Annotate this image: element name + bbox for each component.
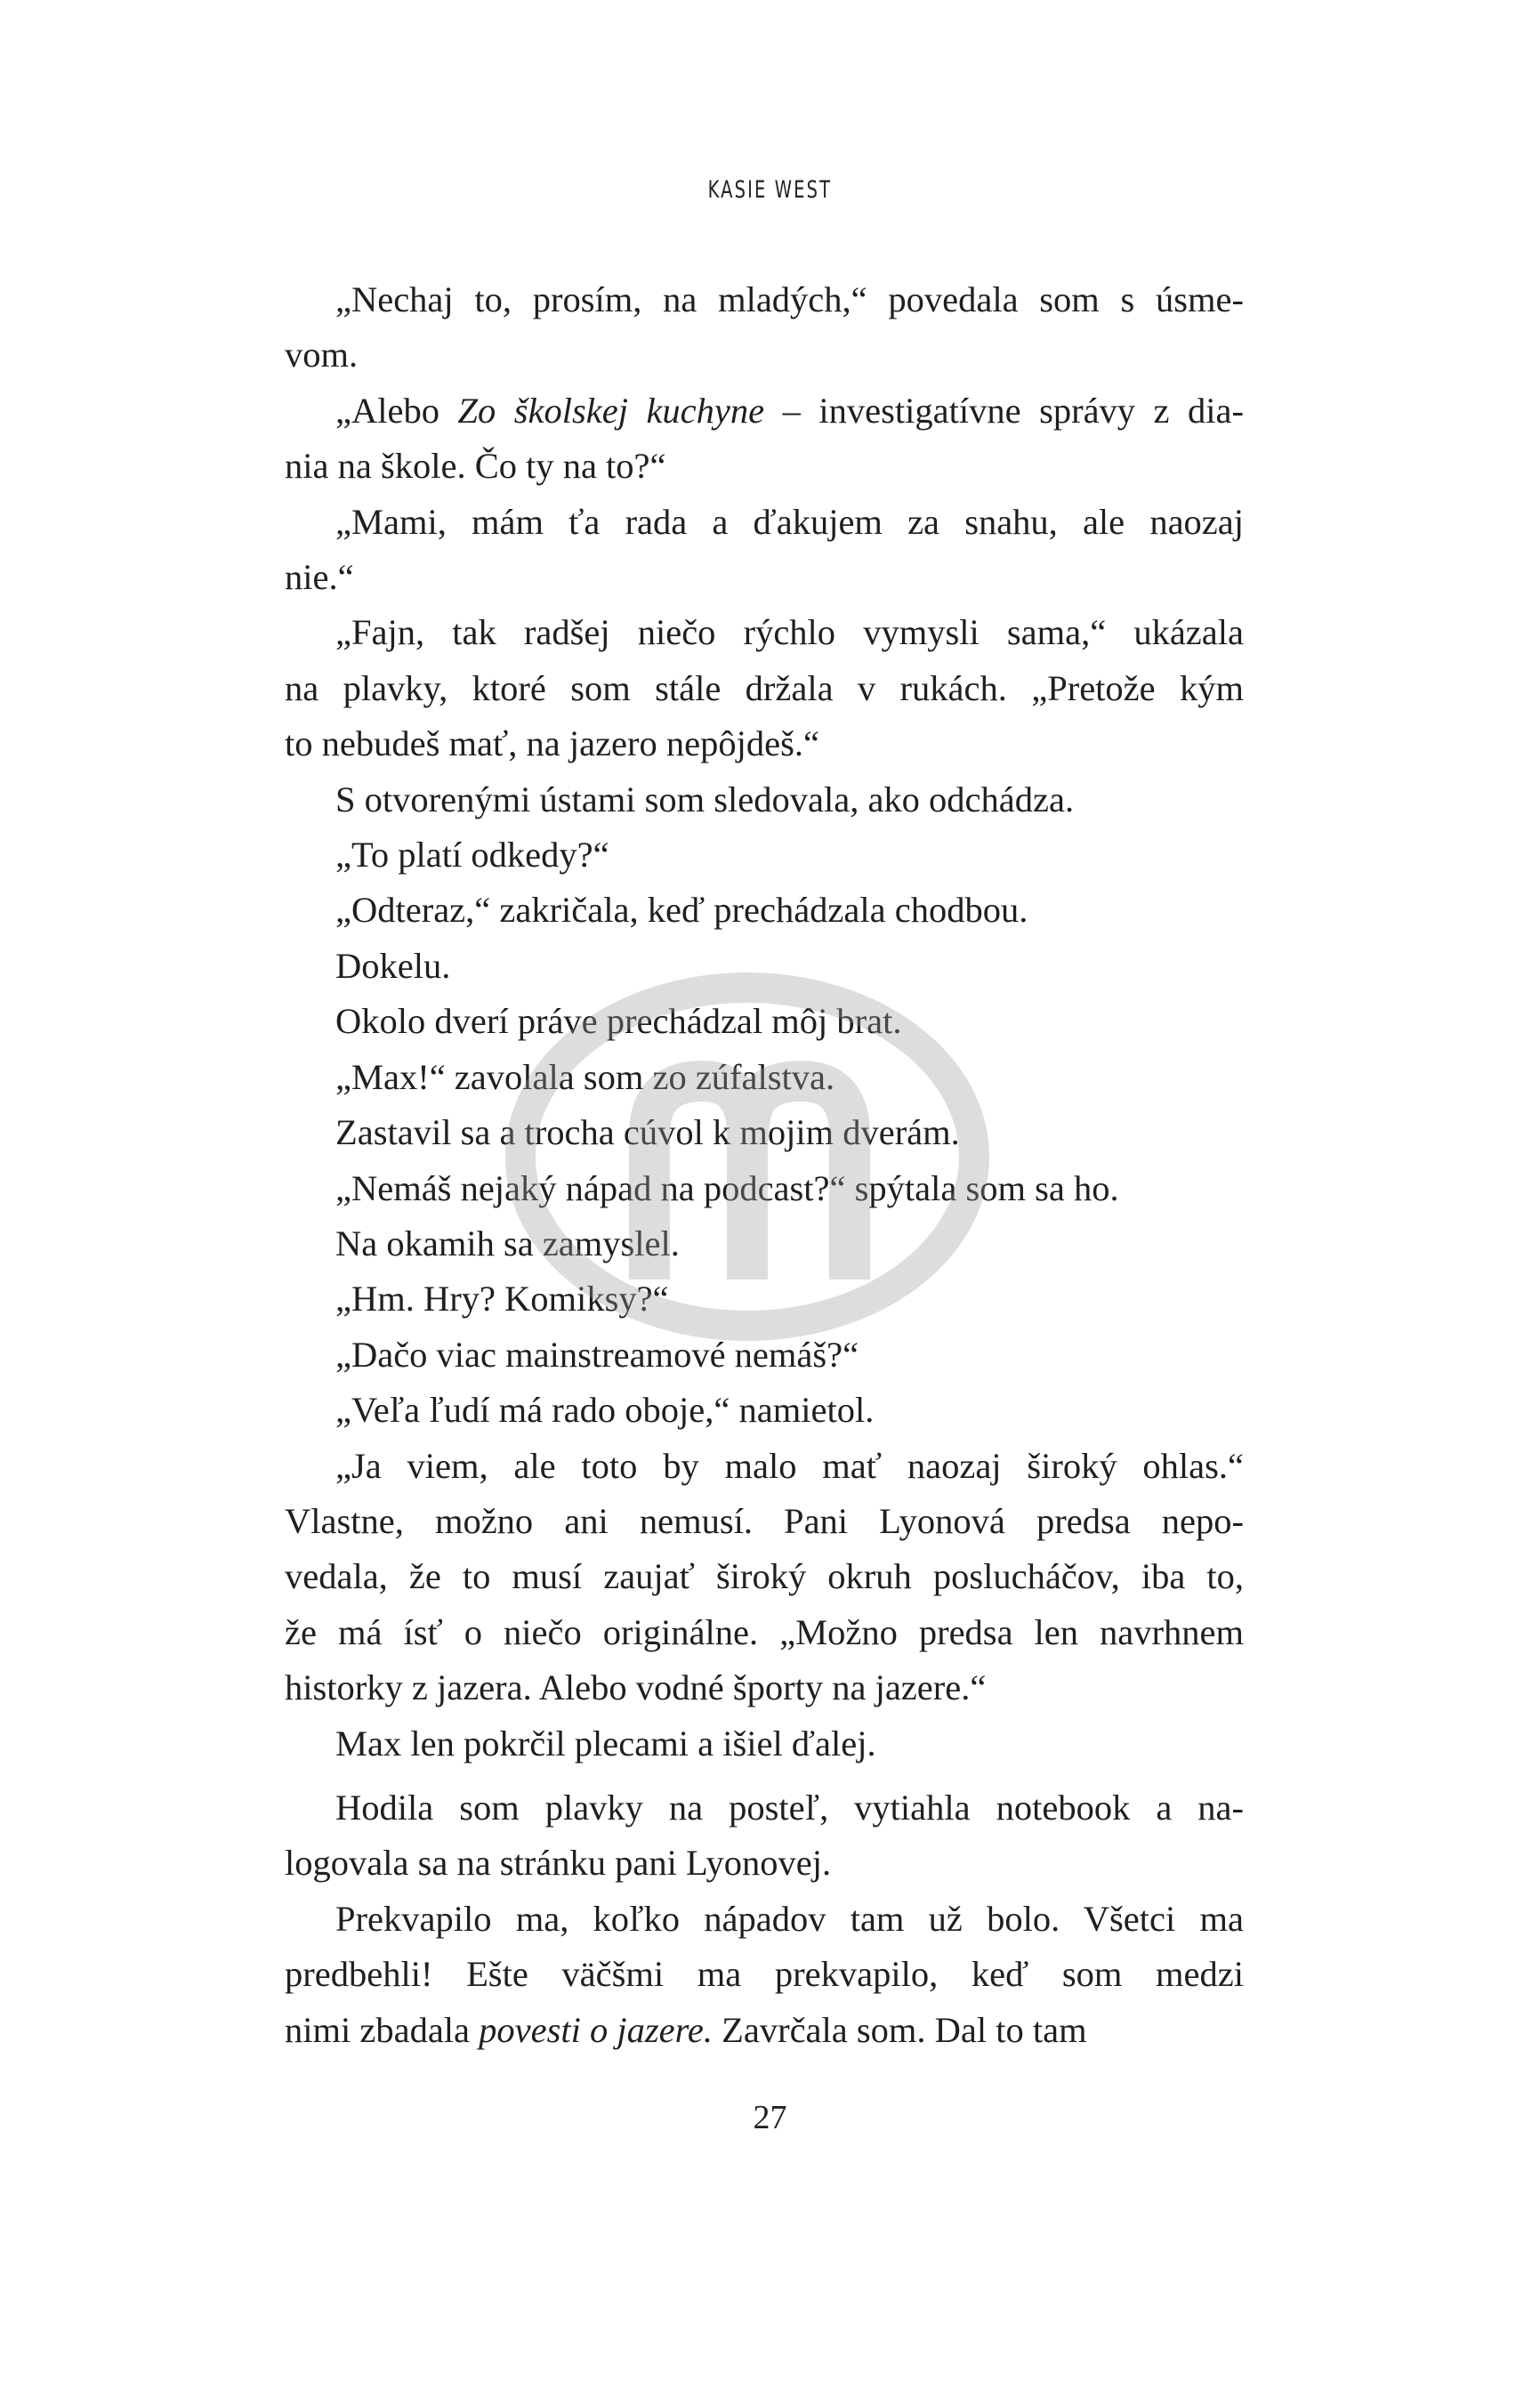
text-line: „Mami, mám ťa rada a ďakujem za snahu, ale naozaj [335, 501, 1244, 542]
paragraph [285, 1892, 1244, 2058]
paragraph [285, 1716, 1244, 1772]
text-line: historky z jazera. Alebo vodné športy na jazere.“ [285, 1667, 987, 1708]
text-line: Max len pokrčil plecami a išiel ďalej. [335, 1723, 876, 1764]
paragraph [285, 772, 1244, 827]
paragraph [285, 1105, 1244, 1160]
paragraph [285, 1161, 1244, 1216]
text-line: „Nemáš nejaký nápad na podcast?“ spýtala som sa ho. [335, 1167, 1119, 1208]
text-line: Prekvapilo ma, koľko nápadov tam už bolo. Všetci ma [335, 1898, 1244, 1939]
text-line: S otvorenými ústami som sledovala, ako odchádza. [335, 779, 1075, 819]
text-line: Na okamih sa zamyslel. [335, 1223, 680, 1263]
paragraph [285, 1328, 1244, 1383]
text-line: nie.“ [285, 557, 354, 598]
text-line: „Fajn, tak radšej niečo rýchlo vymysli sama,“ ukázala [335, 612, 1244, 653]
text-line: nia na škole. Čo ty na to?“ [285, 446, 666, 487]
italic-title: Zo školskej kuchyne [457, 390, 765, 431]
text-line: Okolo dverí práve prechádzal môj brat. [335, 1001, 902, 1042]
text-line: nimi zbadala povesti o jazere. Zavrčala som. Dal to tam [285, 2009, 1087, 2050]
text-line: na plavky, ktoré som stále držala v rukách. „Pretože kým [285, 667, 1244, 708]
italic-title: povesti o jazere. [479, 2009, 713, 2050]
text-line: „Hm. Hry? Komiksy?“ [335, 1279, 669, 1320]
text-line: Hodila som plavky na posteľ, vytiahla notebook a na- [335, 1787, 1244, 1828]
paragraph [285, 883, 1244, 938]
paragraph [285, 827, 1244, 883]
body-text [285, 272, 1244, 2058]
running-head: KASIE WEST [707, 176, 833, 204]
paragraph [285, 1439, 1244, 1716]
paragraph [285, 1050, 1244, 1105]
text-line: „Ja viem, ale toto by malo mať naozaj široký ohlas.“ [335, 1445, 1244, 1486]
paragraph [285, 383, 1244, 495]
paragraph [285, 1780, 1244, 1892]
text-line: Dokelu. [335, 945, 451, 986]
text-line: „Odteraz,“ zakričala, keď prechádzala chodbou. [335, 890, 1028, 931]
text-line: vedala, že to musí zaujať široký okruh poslucháčov, iba to, [285, 1556, 1244, 1597]
text-line: že má ísť o niečo originálne. „Možno predsa len navrhnem [285, 1611, 1244, 1652]
paragraph [285, 994, 1244, 1049]
text-line: vom. [285, 335, 359, 375]
paragraph [285, 605, 1244, 771]
text-line: „Alebo Zo školskej kuchyne – investigatívne správy z dia- [335, 390, 1244, 431]
paragraph [285, 1271, 1244, 1327]
page-number: 27 [753, 2099, 787, 2136]
paragraph [285, 272, 1244, 383]
text-line: Vlastne, možno ani nemusí. Pani Lyonová predsa nepo- [285, 1500, 1244, 1541]
paragraph [285, 1216, 1244, 1271]
paragraph [285, 495, 1244, 606]
text-line: to nebudeš mať, na jazero nepôjdeš.“ [285, 723, 819, 764]
paragraph [285, 1383, 1244, 1438]
text-line: logovala sa na stránku pani Lyonovej. [285, 1843, 832, 1884]
text-line: „Nechaj to, prosím, na mladých,“ povedala som s úsme- [335, 279, 1244, 319]
text-line: „Veľa ľudí má rado oboje,“ namietol. [335, 1390, 875, 1431]
text-line: „To platí odkedy?“ [335, 835, 609, 876]
text-line: predbehli! Ešte väčšmi ma prekvapilo, keď som medzi [285, 1954, 1244, 1995]
text-line: „Dačo viac mainstreamové nemáš?“ [335, 1334, 859, 1375]
paragraph [285, 939, 1244, 994]
text-line: Zastavil sa a trocha cúvol k mojim dverám. [335, 1112, 960, 1153]
text-line: „Max!“ zavolala som zo zúfalstva. [335, 1056, 835, 1097]
